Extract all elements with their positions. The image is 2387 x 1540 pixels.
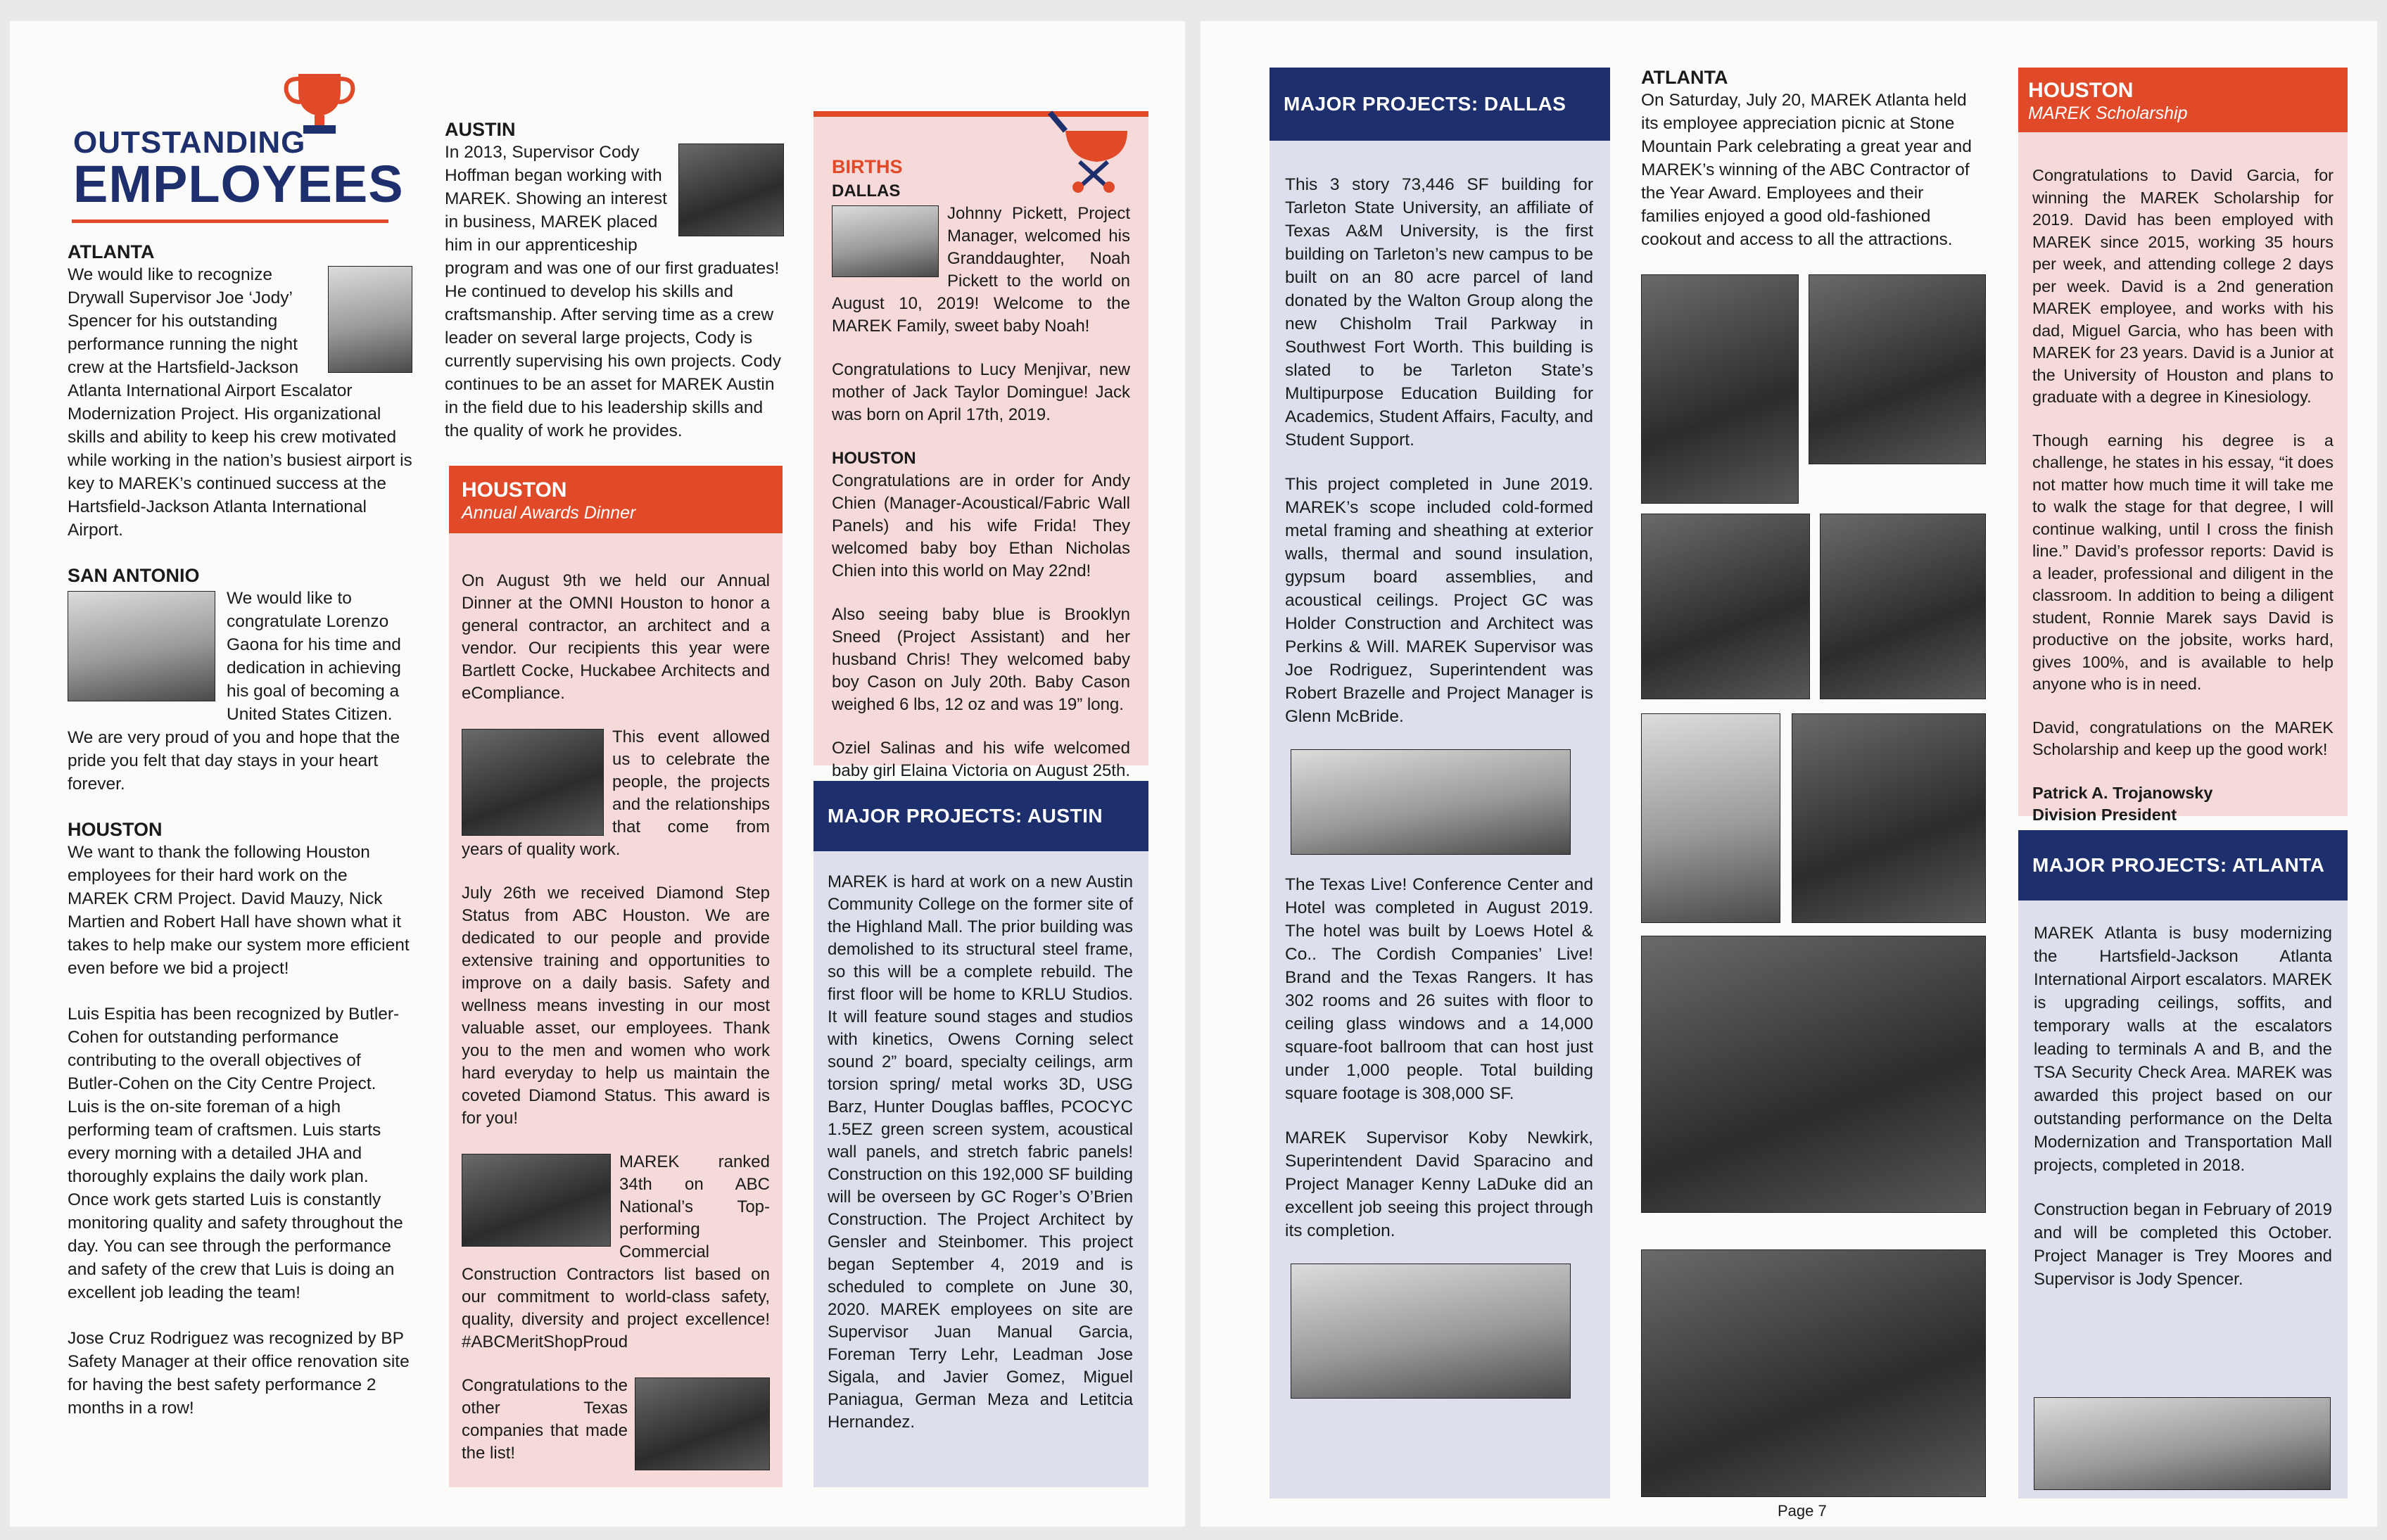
dallas-tarleton-paragraph: This 3 story 73,446 SF building for Tarleton State University, an affiliate of Texas A&M University, is the first building on Tarleton’s new campus to be built on an 80 acre parcel of land donated by the Walton Group along the new Chisholm Trail Parkway in Southwest Fort Worth. This building is slated to be Tarleton State’s Multipurpose Education Building for Academics, Student Affairs, Faculty, and Student Support. bbox=[1285, 175, 1593, 450]
austin-projects-content bbox=[828, 871, 1133, 1455]
awards-subtitle: Annual Awards Dinner bbox=[462, 503, 636, 523]
scholarship-subtitle: MAREK Scholarship bbox=[2028, 103, 2188, 123]
jose-rodriguez-paragraph: Jose Cruz Rodriguez was recognized by BP Safety Manager at their office renovation site for having the best safety performance 2 months in a row! bbox=[68, 1329, 410, 1418]
column-atlanta-picnic bbox=[1641, 66, 1986, 274]
section-heading-houston: HOUSTON bbox=[68, 819, 163, 840]
atlanta-paragraph: We would like to recognize Drywall Supervisor Joe ‘Jody’ Spencer for his outstanding performance running the night crew at the Hartsfield-Jackson Atlanta International Airport Escalator Modernization Project. His organizational skills and ability to keep his crew motivated while working in the nation’s busiest airport is key to MAREK’s continued success at the Hartsfield-Jackson Atlanta International Airport. bbox=[68, 265, 412, 540]
births-content bbox=[832, 180, 1130, 826]
right-page bbox=[1201, 21, 2377, 1527]
dallas-projects-content bbox=[1285, 173, 1593, 1399]
photo-picnic-family bbox=[1641, 274, 1799, 504]
atlanta-projects-header: MAJOR PROJECTS: ATLANTA bbox=[2018, 830, 2348, 901]
atlanta-projects-paragraph-2: Construction began in February of 2019 and will be completed this October. Project Manager is Trey Moores and Supervisor is Jody Spencer. bbox=[2034, 1200, 2332, 1289]
photo-picnic-group-award bbox=[1641, 936, 1986, 1213]
masthead-line2: EMPLOYEES bbox=[73, 155, 404, 213]
births-johnny: Johnny Pickett, Project Manager, welcomed his Granddaughter, Noah Pickett to the world on August 10, 2019! Welcome to the MAREK Family, sweet baby Noah! bbox=[832, 204, 1130, 336]
scholarship-paragraph-3: David, congratulations on the MAREK Scholarship and keep up the good work! bbox=[2032, 718, 2334, 758]
dallas-scope-paragraph: This project completed in June 2019. MAREK’s scope included cold-formed metal framing and sheathing at exterior walls, thermal and sound insulation, gypsum board assemblies, and acoustical ceilings. Project GC was Holder Construction and Architect was Perkins & Will. MAREK Supervisor was Joe Rodriguez, Superintendent was Robert Brazelle and Project Manager is Glenn McBride. bbox=[1285, 475, 1593, 726]
births-box bbox=[813, 111, 1148, 780]
photo-texas-companies bbox=[635, 1377, 770, 1470]
column-outstanding bbox=[68, 241, 412, 1442]
awards-paragraph-diamond: July 26th we received Diamond Step Status from ABC Houston. We are dedicated to our people and provide extensive training and opportunities to improve on a daily basis. Safety and wellness means investing in our most valuable asset, our employees. Thank you to the men and women who work hard everyday to help us maintain the coveted Diamond Status. This award is for you! bbox=[462, 884, 770, 1128]
atlanta-picnic-paragraph: On Saturday, July 20, MAREK Atlanta held its employee appreciation picnic at Stone Mountain Park celebrating a great year and MAREK’s winning of the ABC Contractor of the Year Award. Employees and their families enjoyed a good old-fashioned cookout and access to all the attractions. bbox=[1641, 91, 1972, 249]
atlanta-projects-paragraph-1: MAREK Atlanta is busy modernizing the Hartsfield-Jackson Atlanta International Airport escalators. MAREK is upgrading ceilings, soffits, and temporary walls at the escalators leading to terminals A and B, and the TSA Security Check Area. MAREK was awarded this project based on our outstanding performance on the Delta Modernization and Transportation Mall projects, completed in 2018. bbox=[2034, 924, 2332, 1175]
scholarship-paragraph-2: Though earning his degree is a challenge, he states in his essay, “it does not matter how much time it will take me to walk the stage for that degree, I will continue walking, until I cross the finish line.” David’s professor reports: David is a leader, professional and diligent in the classroom. In addition to being a diligent student, Ronnie Marek says David is productive on the jobsite, works hard, gives 100%, and is available to help anyone who is in need. bbox=[2032, 431, 2334, 693]
masthead-rule bbox=[72, 219, 388, 223]
awards-paragraph-congrats: Congratulations to the other Texas companies that made the list! bbox=[462, 1376, 628, 1463]
photo-cody-hoffman bbox=[678, 144, 784, 236]
austin-projects-header: MAJOR PROJECTS: AUSTIN bbox=[813, 781, 1148, 851]
scholarship-box bbox=[2018, 68, 2348, 824]
photo-airport-crew bbox=[2034, 1397, 2331, 1490]
photo-picnic-award bbox=[1641, 514, 1810, 699]
houston-crm-paragraph: We want to thank the following Houston employees for their hard work on the MAREK CRM Project. David Mauzy, Nick Martien and Robert Hall have shown what it takes to help make our system more efficient even before we bid a project! bbox=[68, 843, 410, 978]
photo-picnic-tree-group bbox=[1641, 1249, 1986, 1497]
dallas-projects-header: MAJOR PROJECTS: DALLAS bbox=[1270, 68, 1610, 141]
signature-title: Division President bbox=[2032, 806, 2177, 824]
births-heading-houston: HOUSTON bbox=[832, 449, 916, 468]
section-heading-atlanta: ATLANTA bbox=[68, 241, 155, 262]
houston-awards-box bbox=[449, 466, 783, 1487]
photo-jody-spencer bbox=[328, 266, 412, 373]
masthead bbox=[66, 70, 404, 232]
photo-abc-ranking bbox=[462, 1154, 611, 1247]
dallas-texas-live-paragraph: The Texas Live! Conference Center and Hotel was completed in August 2019. The hotel was built by Loews Hotel & Co.. The Cordish Companies’ Live! Brand and the Texas Rangers. It has 302 rooms and 26 suites with floor to ceiling glass windows and a 14,000 square-foot ballroom that can host just under 1,000 people. Total building square footage is 308,000 SF. bbox=[1285, 875, 1593, 1103]
san-antonio-paragraph: We would like to congratulate Lorenzo Gaona for his time and dedication in achieving his goal of becoming a United States Citizen. We are very proud of you and hope that the pride you felt that day stays in your heart forever. bbox=[68, 589, 401, 794]
page-number: Page 7 bbox=[1778, 1502, 1827, 1520]
atlanta-projects-content bbox=[2034, 922, 2332, 1312]
austin-projects-box bbox=[813, 781, 1148, 1487]
photo-picnic-selfie bbox=[1809, 274, 1986, 464]
column-austin bbox=[445, 118, 784, 465]
scholarship-title: HOUSTON bbox=[2028, 79, 2134, 102]
births-brooklyn: Also seeing baby blue is Brooklyn Sneed (Project Assistant) and her husband Chris! They welcomed baby boy Cason on July 20th. Baby Cason weighed 6 lbs, 12 oz and was 19” long. bbox=[832, 605, 1130, 714]
houston-awards-header bbox=[449, 466, 783, 533]
awards-paragraph-event: This event allowed us to celebrate the people, the projects and the relationships that come from years of quality work. bbox=[462, 727, 770, 859]
dallas-projects-box bbox=[1270, 68, 1610, 1498]
births-heading-dallas: DALLAS bbox=[832, 182, 901, 201]
awards-paragraph-dinner: On August 9th we held our Annual Dinner at the OMNI Houston to honor a general contractor, an architect and a vendor. Our recipients this year were Bartlett Cocke, Huckabee Architects and eCompliance. bbox=[462, 571, 770, 703]
luis-espitia-paragraph: Luis Espitia has been recognized by Butler-Cohen for outstanding performance contributing to the overall objectives of Butler-Cohen on the City Centre Project. Luis is the on-site foreman of a high performing team of craftsmen. Luis starts every morning with a detailed JHA and thoroughly explains the daily work plan. Once work gets started Luis is constantly monitoring quality and safety throughout the day. You can see through the performance and safety of the crew that Luis is doing an excellent job leading the team! bbox=[68, 1005, 403, 1302]
photo-lorenzo-gaona bbox=[68, 591, 215, 701]
awards-content bbox=[462, 570, 770, 1486]
atlanta-projects-box bbox=[2018, 830, 2348, 1498]
births-lucy: Congratulations to Lucy Menjivar, new mother of Jack Taylor Domingue! Jack was born on April 17th, 2019. bbox=[832, 360, 1130, 424]
section-heading-atlanta-picnic: ATLANTA bbox=[1641, 67, 1728, 88]
scholarship-header bbox=[2018, 68, 2348, 132]
photo-tarleton-building bbox=[1291, 749, 1571, 855]
births-oziel: Oziel Salinas and his wife welcomed baby girl Elaina Victoria on August 25th. bbox=[832, 739, 1130, 780]
scholarship-content bbox=[2032, 165, 2334, 827]
austin-projects-paragraph: MAREK is hard at work on a new Austin Community College on the former site of the Highland Mall. The prior building was demolished to its structural steel frame, so this will be a complete rebuild. The first floor will be home to KRLU Studios. It will feature sound stages and studios with kinetics, Owens Corning select sound 2” board, specialty ceilings, arm torsion spring/ metal works 3D, USG Barz, Hunter Douglas baffles, PCOCYC 1.5EZ green screen system, acoustical wall panels, and stretch fabric panels! Construction on this 192,000 SF building will be overseen by GC Roger’s O’Brien Construction. The Project Architect by Gensler and Steinbomer. This project began September 4, 2019 and is scheduled to complete on June 30, 2020. MAREK employees on site are Supervisor Juan Manual Garcia, Foreman Terry Lehr, Leadman Jose Sigala, and Javier Gomez, Miguel Paniagua, German Meza and Letitcia Hernandez. bbox=[828, 872, 1133, 1432]
austin-paragraph: In 2013, Supervisor Cody Hoffman began working with MAREK. Showing an interest in business, MAREK placed him in our apprenticeship program and was one of our first graduates! He continued to develop his skills and craftsmanship. After serving time as a crew leader on several large projects, Cody is currently supervising his own projects. Cody continues to be an asset for MAREK Austin in the field due to his leadership skills and the quality of work he provides. bbox=[445, 143, 781, 440]
photo-awards-dinner bbox=[462, 729, 604, 836]
left-page bbox=[10, 21, 1185, 1527]
masthead-line1: OUTSTANDING bbox=[73, 125, 306, 160]
births-title: BIRTHS bbox=[832, 156, 903, 177]
photo-picnic-pavilion bbox=[1820, 514, 1986, 699]
section-heading-austin: AUSTIN bbox=[445, 119, 516, 140]
photo-picnic-mother-child bbox=[1792, 713, 1986, 923]
signature-name: Patrick A. Trojanowsky bbox=[2032, 783, 2213, 802]
births-andy: Congratulations are in order for Andy Chien (Manager-Acoustical/Fabric Wall Panels) and his wife Frida! They welcomed baby boy Ethan Nicholas Chien into this world on May 22nd! bbox=[832, 471, 1130, 580]
awards-title: HOUSTON bbox=[462, 478, 567, 502]
dallas-team-paragraph: MAREK Supervisor Koby Newkirk, Superintendent David Sparacino and Project Manager Kenny LaDuke did an excellent job seeing this project through its completion. bbox=[1285, 1128, 1593, 1240]
photo-picnic-couple bbox=[1641, 713, 1780, 923]
photo-texas-live-hotel bbox=[1291, 1264, 1571, 1399]
awards-paragraph-ranked: MAREK ranked 34th on ABC National’s Top-performing Commercial Construction Contractors list based on our commitment to world-class safety, quality, diversity and project excellence! #ABCMeritShopProud bbox=[462, 1152, 770, 1351]
photo-baby-noah bbox=[832, 205, 939, 277]
section-heading-san-antonio: SAN ANTONIO bbox=[68, 565, 200, 586]
scholarship-paragraph-1: Congratulations to David Garcia, for winning the MAREK Scholarship for 2019. David has been employed with MAREK since 2015, working 35 hours per week, and attending college 2 days per week. David is a 2nd generation MAREK employee, and works with his dad, Miguel Garcia, who has been with MAREK for 23 years. David is a Junior at the University of Houston and plans to graduate with a degree in Kinesiology. bbox=[2032, 166, 2334, 406]
